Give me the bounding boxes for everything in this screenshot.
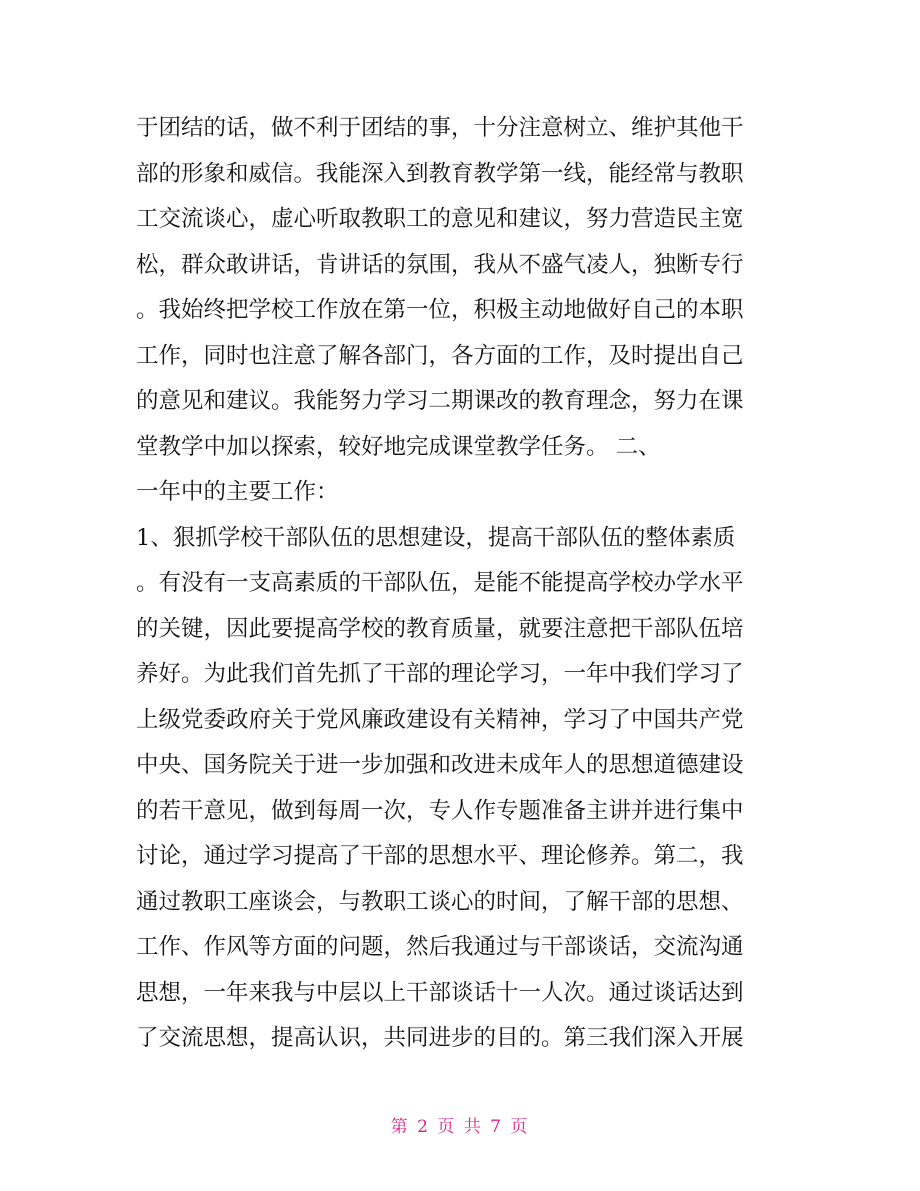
text-line: 。有没有一支高素质的干部队伍，是能不能提高学校办学水平: [136, 570, 744, 596]
text-line: 工交流谈心，虚心听取教职工的意见和建议，努力营造民主宽: [136, 206, 744, 232]
page-number-footer: 第 2 页 共 7 页: [390, 1117, 530, 1137]
text-line: 的意见和建议。我能努力学习二期课改的教育理念，努力在课: [136, 388, 744, 414]
text-line: 1、狠抓学校干部队伍的思想建设，提高干部队伍的整体素质: [136, 524, 736, 551]
text-line: 于团结的话，做不利于团结的事，十分注意树立、维护其他干: [136, 115, 744, 141]
text-line: 思想，一年来我与中层以上干部谈话十一人次。通过谈话达到: [136, 979, 744, 1006]
text-line: 的关键，因此要提高学校的教育质量，就要注意把干部队伍培: [136, 615, 744, 642]
text-line: 上级党委政府关于党风廉政建设有关精神，学习了中国共产党: [136, 706, 744, 733]
text-line: 讨论，通过学习提高了干部的思想水平、理论修养。第二，我: [136, 843, 744, 869]
text-line: 工作，同时也注意了解各部门，各方面的工作，及时提出自己: [136, 342, 744, 369]
text-line: 堂教学中加以探索，较好地完成课堂教学任务。 二、: [136, 433, 661, 460]
text-line: 。我始终把学校工作放在第一位，积极主动地做好自己的本职: [136, 297, 744, 323]
text-line: 的若干意见，做到每周一次，专人作专题准备主讲并进行集中: [136, 797, 744, 824]
text-line: 松，群众敢讲话，肯讲话的氛围，我从不盛气凌人，独断专行: [136, 251, 744, 278]
text-line: 工作、作风等方面的问题，然后我通过与干部谈话，交流沟通: [136, 934, 744, 960]
text-line: 部的形象和威信。我能深入到教育教学第一线，能经常与教职: [136, 160, 744, 187]
document-body: [136, 106, 796, 1062]
text-line: 通过教职工座谈会，与教职工谈心的时间，了解干部的思想、: [136, 888, 744, 915]
text-line: 养好。为此我们首先抓了干部的理论学习，一年中我们学习了: [136, 661, 744, 687]
text-line: 中央、国务院关于进一步加强和改进未成年人的思想道德建设: [136, 752, 744, 778]
section-heading: 一年中的主要工作：: [136, 479, 339, 505]
text-line: 了交流思想，提高认识，共同进步的目的。第三我们深入开展: [136, 1025, 744, 1051]
